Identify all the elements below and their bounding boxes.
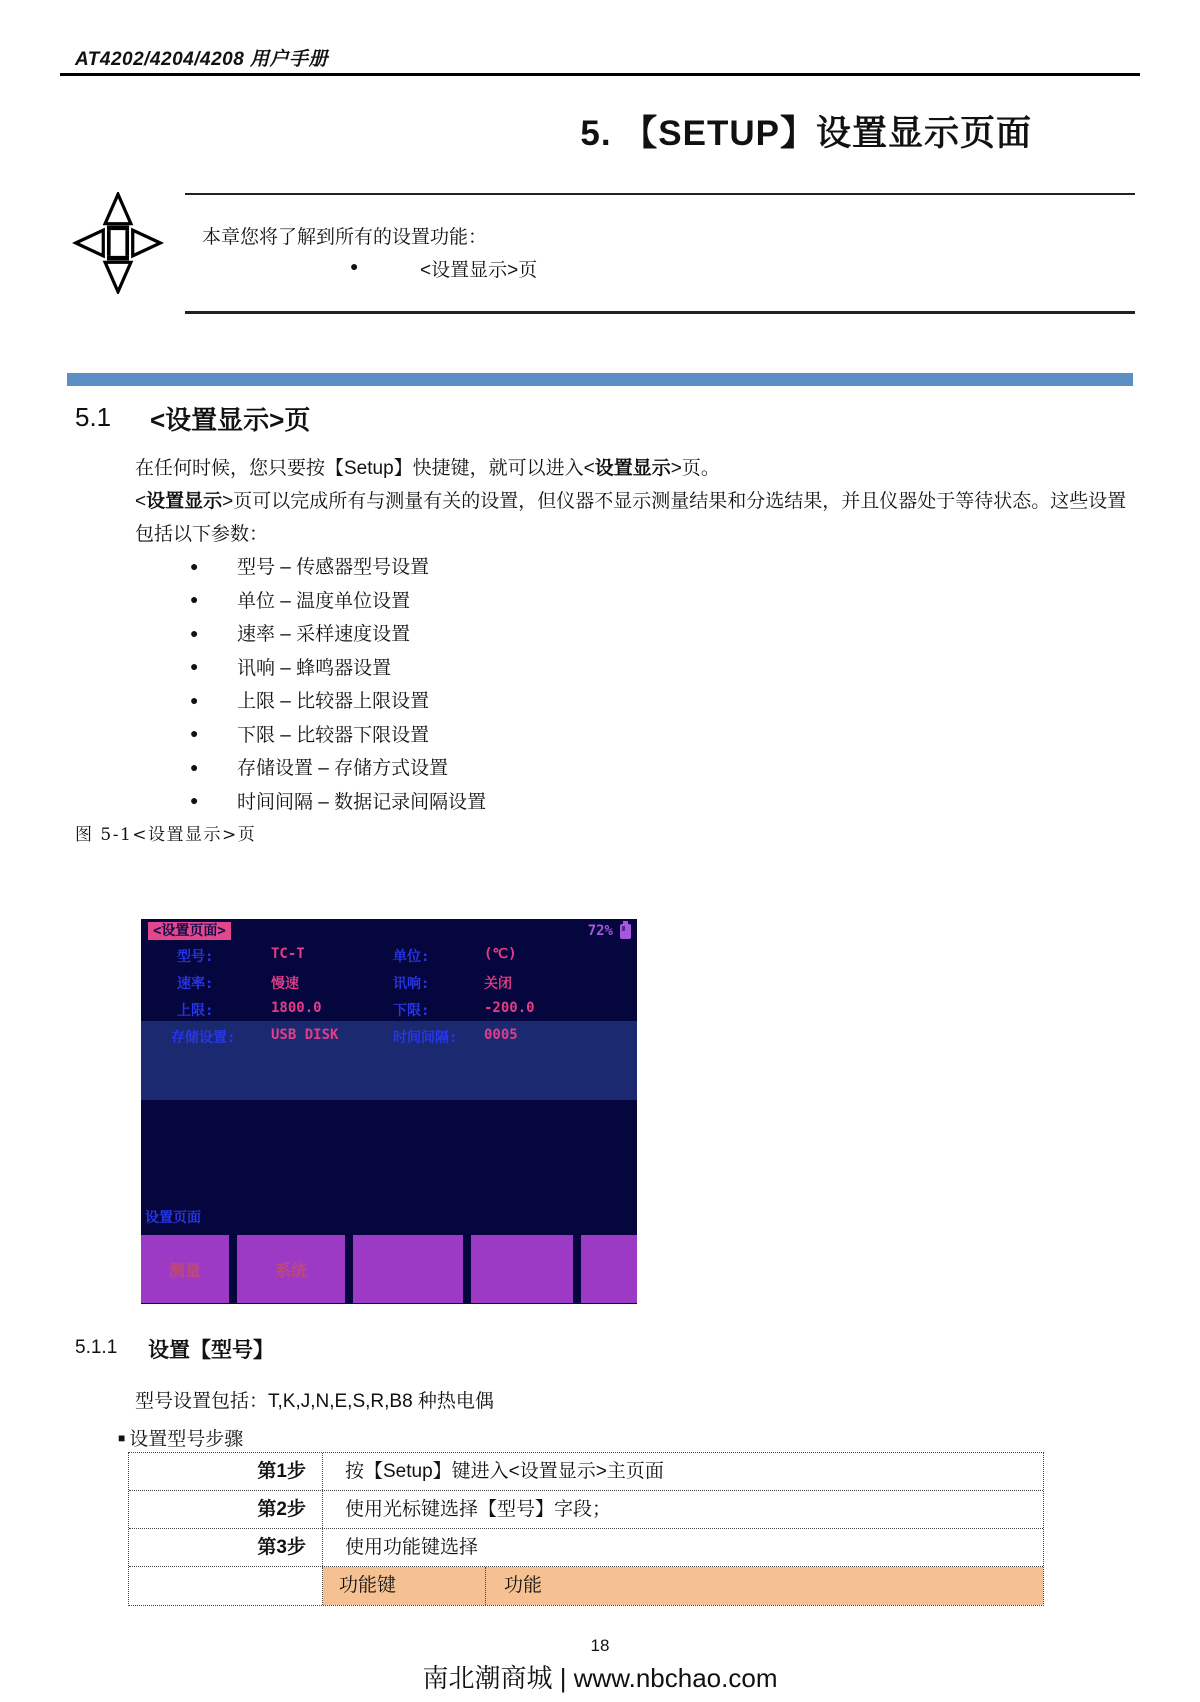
softkey-system: 系统 xyxy=(237,1235,345,1303)
intro-divider-bottom xyxy=(185,311,1135,314)
list-item xyxy=(190,650,990,684)
paragraph-2-pre: < xyxy=(135,491,147,512)
list-item-text: 时间间隔 – 数据记录间隔设置 xyxy=(237,791,487,813)
list-item-text: 单位 – 温度单位设置 xyxy=(237,590,411,612)
field-label: 单位: xyxy=(393,949,430,965)
bullet-icon: ● xyxy=(190,792,199,809)
list-item xyxy=(190,583,990,617)
paragraph-2-post: >页可以完成所有与测量有关的设置，但仪器不显示测量结果和分选结果，并且仪器处于等待状态。这些设置包括以下参数： xyxy=(135,491,1127,545)
section-5-1-title: <设置显示>页 xyxy=(150,405,311,435)
step-text: 按【Setup】键进入<设置显示>主页面 xyxy=(345,1461,664,1482)
paragraph-1-bold: 设置显示 xyxy=(594,458,671,479)
bullet-icon: ● xyxy=(190,591,199,608)
list-item-text: 速率 – 采样速度设置 xyxy=(237,624,411,646)
list-item xyxy=(190,784,990,818)
list-item-text: 型号 – 传感器型号设置 xyxy=(237,557,430,579)
steps-table xyxy=(128,1452,1044,1606)
field-value: 0005 xyxy=(484,1027,518,1043)
list-item-text: 存储设置 – 存储方式设置 xyxy=(237,758,449,780)
table-row xyxy=(129,1453,1043,1491)
paragraph-2-bold: 设置显示 xyxy=(146,491,223,512)
step-text: 使用光标键选择【型号】字段； xyxy=(345,1499,612,1520)
screen-status-line: 设置页面 xyxy=(145,1210,201,1226)
list-item-text: 讯响 – 蜂鸣器设置 xyxy=(237,657,392,679)
intro-lead-text: 本章您将了解到所有的设置功能： xyxy=(202,227,488,248)
chapter-title: 5. 【SETUP】设置显示页面 xyxy=(580,114,1032,153)
bullet-icon: ● xyxy=(190,691,199,708)
field-label: 上限: xyxy=(177,1003,214,1019)
footer-site-text: 南北潮商城 | www.nbchao.com xyxy=(422,1663,778,1693)
bullet-icon: ● xyxy=(190,624,199,641)
field-value: (℃) xyxy=(484,946,517,962)
page-number: 18 xyxy=(590,1636,610,1655)
table-subheader-row xyxy=(129,1567,1043,1605)
field-label: 速率: xyxy=(177,976,214,992)
paragraph-1-pre: 在任何时候，您只要按【Setup】快捷键，就可以进入< xyxy=(135,458,595,479)
section-5-1-1-body: 型号设置包括：T,K,J,N,E,S,R,B8 种热电偶 xyxy=(135,1391,494,1412)
screen-field-row xyxy=(141,1027,637,1045)
table-row xyxy=(129,1491,1043,1529)
list-item xyxy=(190,683,990,717)
screen-title-bar: <设置页面> xyxy=(148,922,231,940)
paragraph-1 xyxy=(135,452,1145,485)
bullet-icon: ● xyxy=(350,258,359,274)
section-5-1-1-number: 5.1.1 xyxy=(75,1337,118,1358)
step-text: 使用功能键选择 xyxy=(345,1537,479,1558)
field-value: USB DISK xyxy=(271,1027,339,1043)
bullet-icon: ● xyxy=(190,658,199,675)
screen-field-row xyxy=(141,973,637,991)
bullet-icon: ● xyxy=(190,557,199,574)
running-header: AT4202/4204/4208 用户手册 xyxy=(75,49,329,70)
bullet-icon: ● xyxy=(190,758,199,775)
section-5-1-1-title: 设置【型号】 xyxy=(148,1339,274,1362)
table-row xyxy=(129,1529,1043,1567)
list-item-text: 下限 – 比较器下限设置 xyxy=(237,724,430,746)
intro-bullet-text: <设置显示>页 xyxy=(420,260,538,281)
list-item xyxy=(190,750,990,784)
column-header-function: 功能 xyxy=(486,1567,1043,1605)
intro-divider-top xyxy=(185,193,1135,195)
section-5-1-number: 5.1 xyxy=(75,402,112,432)
list-item xyxy=(190,616,990,650)
field-label: 讯响: xyxy=(393,976,430,992)
field-value: -200.0 xyxy=(484,1000,535,1016)
field-value: 1800.0 xyxy=(271,1000,322,1016)
battery-icon xyxy=(620,924,631,939)
list-item xyxy=(190,717,990,751)
battery-status xyxy=(588,923,631,939)
battery-percent: 72% xyxy=(587,923,613,939)
field-value: 关闭 xyxy=(484,976,512,992)
field-label: 时间间隔: xyxy=(393,1030,458,1046)
chapter-compass-icon xyxy=(72,192,164,299)
softkey-blank-3 xyxy=(581,1235,637,1303)
softkey-blank-1 xyxy=(353,1235,463,1303)
field-label: 存储设置: xyxy=(171,1030,236,1046)
paragraph-2 xyxy=(135,485,1145,551)
steps-subheading-text: 设置型号步骤 xyxy=(129,1429,244,1450)
device-screen-figure xyxy=(141,919,637,1304)
column-header-funckey: 功能键 xyxy=(323,1567,486,1605)
field-label: 下限: xyxy=(393,1003,430,1019)
paragraph-1-post: >页。 xyxy=(670,458,720,479)
screen-field-row xyxy=(141,1000,637,1018)
empty-cell xyxy=(129,1567,323,1605)
softkey-measure: 测量 xyxy=(141,1235,229,1303)
figure-caption: 图 5-1<设置显示>页 xyxy=(75,825,257,845)
step-label: 第1步 xyxy=(129,1453,323,1490)
steps-subheading xyxy=(118,1424,243,1451)
field-label: 型号: xyxy=(177,949,214,965)
screen-field-row xyxy=(141,946,637,964)
header-rule xyxy=(60,73,1140,76)
list-item-text: 上限 – 比较器上限设置 xyxy=(237,691,430,713)
softkey-blank-2 xyxy=(471,1235,573,1303)
list-item xyxy=(190,549,990,583)
step-label: 第2步 xyxy=(129,1491,323,1528)
square-bullet-icon: ■ xyxy=(118,1430,126,1445)
settings-bullet-list xyxy=(190,549,990,817)
section-accent-bar xyxy=(67,373,1133,386)
field-value: 慢速 xyxy=(271,976,299,992)
bullet-icon: ● xyxy=(190,725,199,742)
step-label: 第3步 xyxy=(129,1529,323,1566)
field-value: TC-T xyxy=(271,946,305,962)
